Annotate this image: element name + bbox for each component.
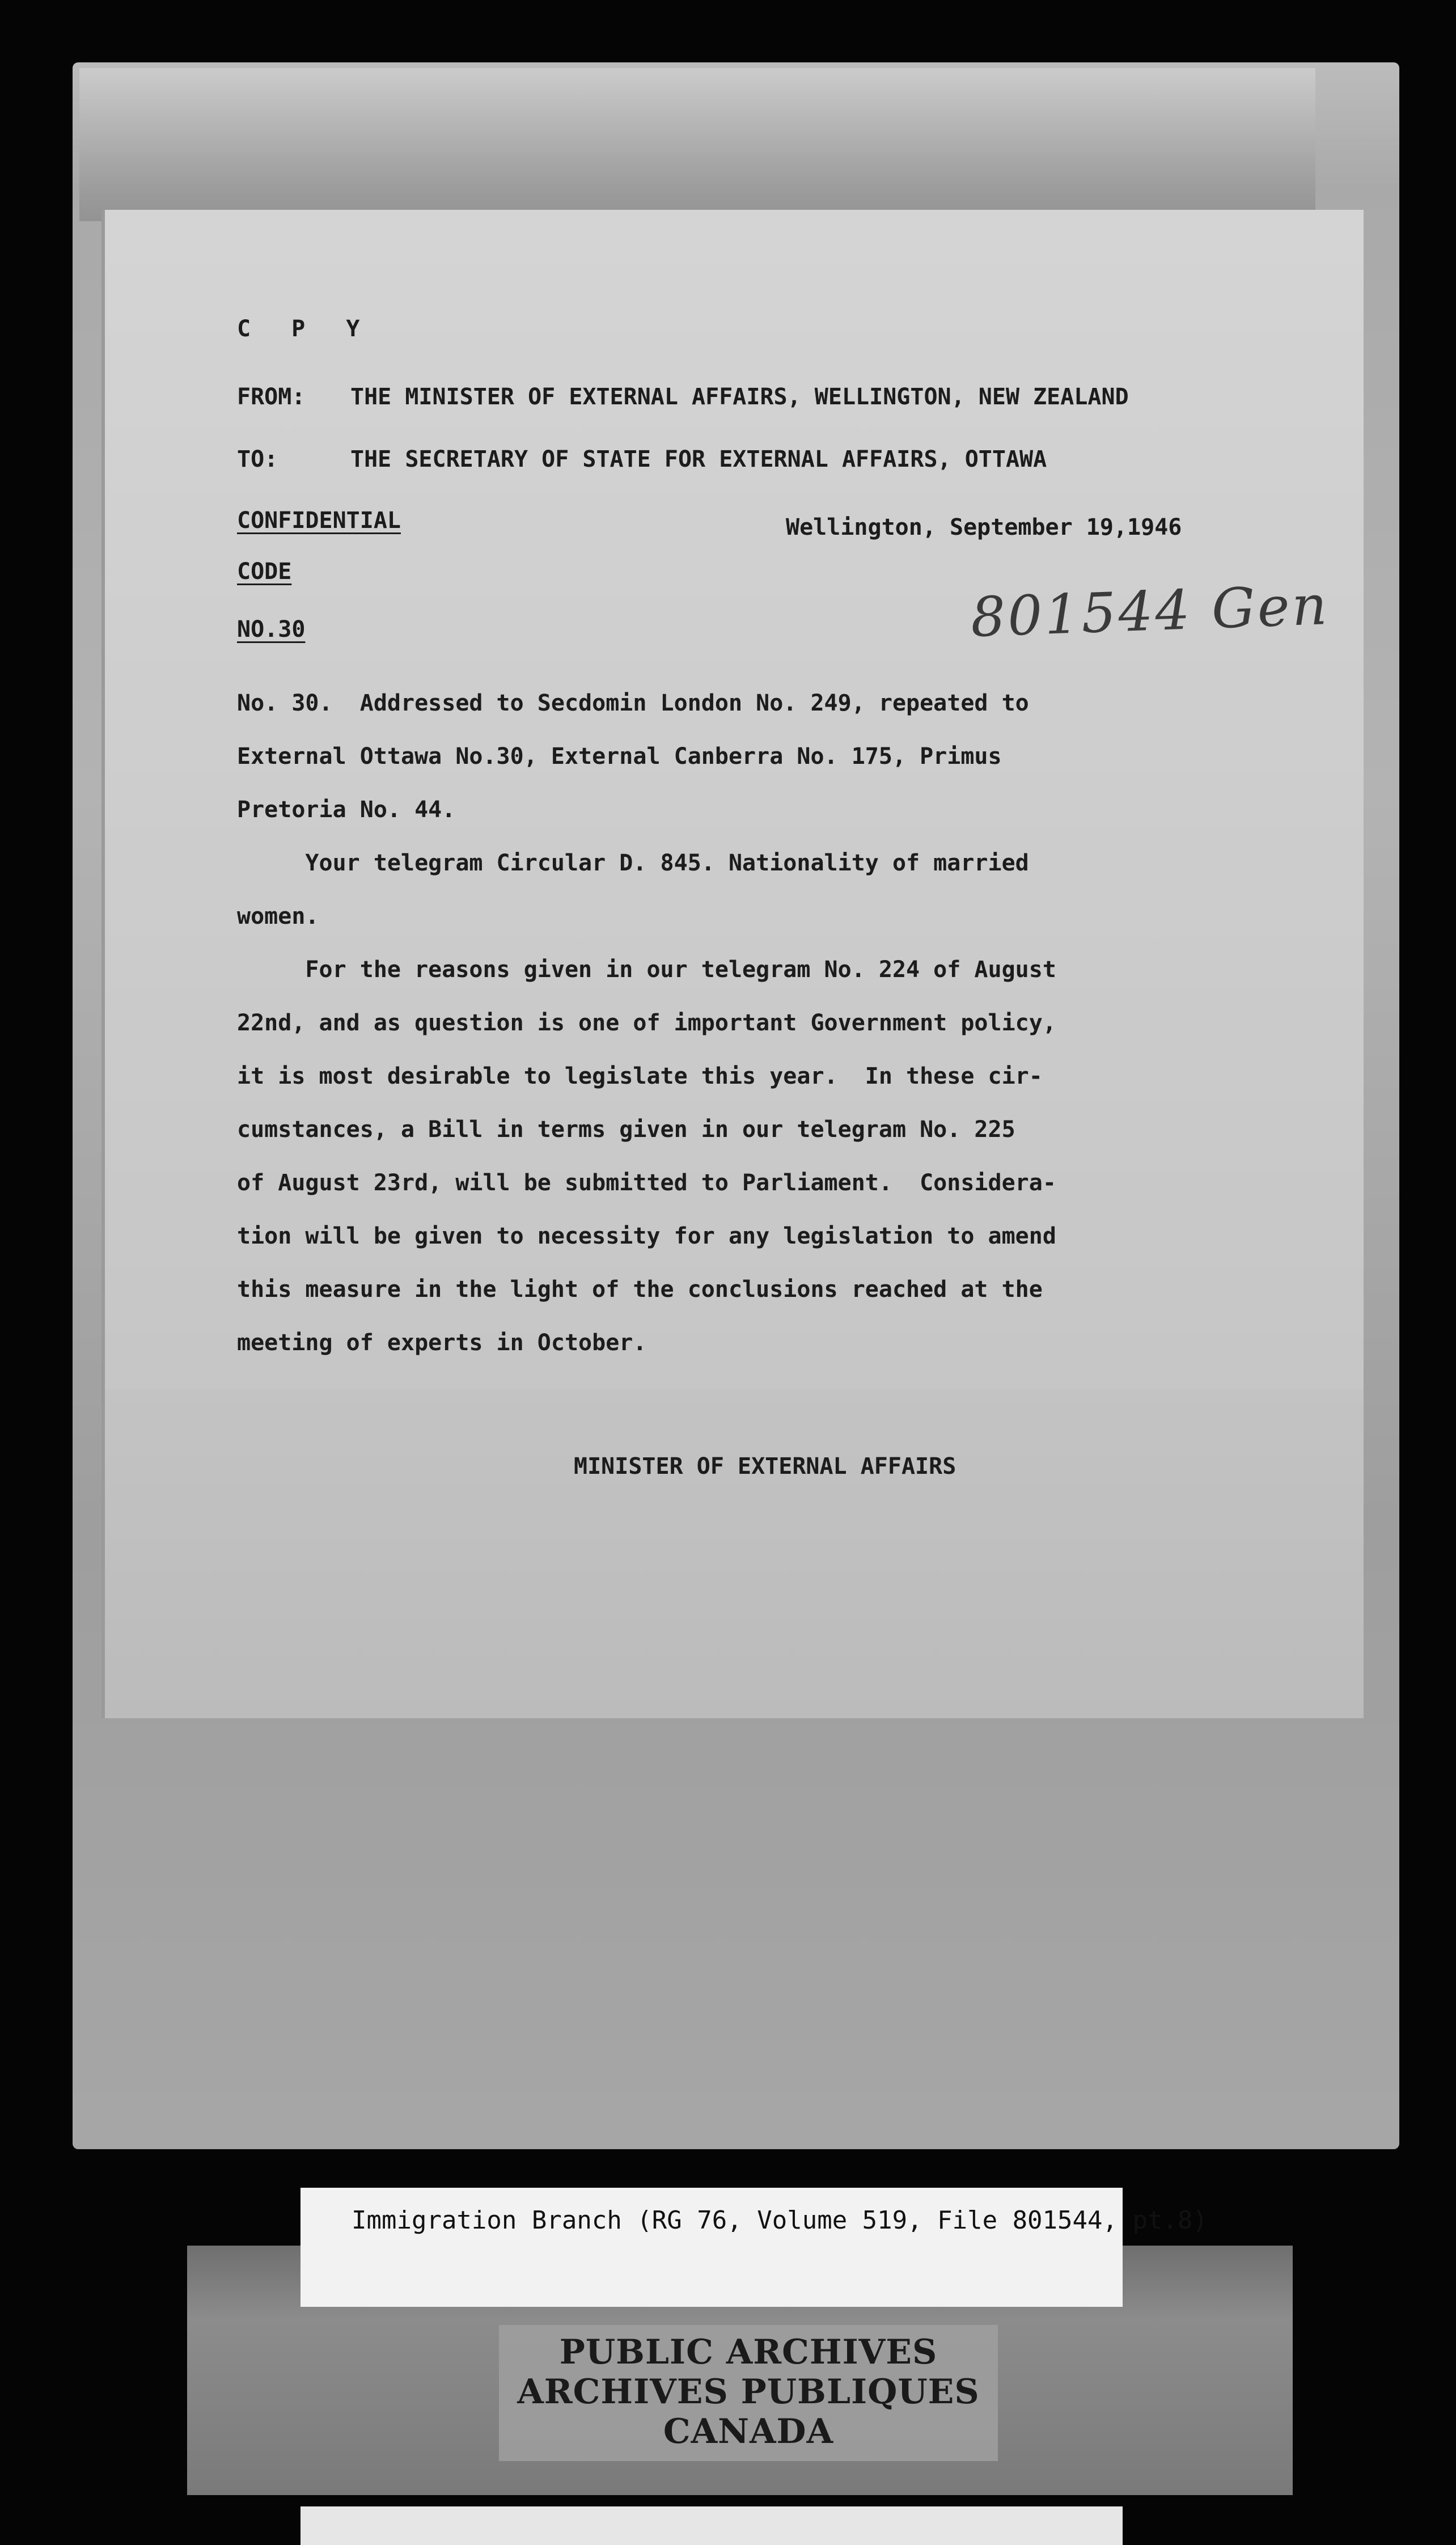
to-value: THE SECRETARY OF STATE FOR EXTERNAL AFFAIRS, OTTAWA <box>350 446 1047 472</box>
telegram-copy-sheet-lower <box>105 1389 1364 1718</box>
body-line: meeting of experts in October. <box>237 1330 647 1356</box>
copy-mark: C P Y <box>237 316 374 342</box>
archive-stamp-line: PUBLIC ARCHIVES <box>559 2332 938 2372</box>
body-line: it is most desirable to legislate this year. In these cir- <box>237 1063 1043 1089</box>
body-line: tion will be given to necessity for any legislation to amend <box>237 1223 1056 1249</box>
to-label: TO: <box>237 446 278 472</box>
classification: CONFIDENTIAL <box>237 508 401 534</box>
body-line: No. 30. Addressed to Secdomin London No. 249, repeated to <box>237 690 1029 716</box>
label-strip <box>300 2506 1123 2545</box>
body-line: Pretoria No. 44. <box>237 797 456 823</box>
handwritten-file-number: 801544 Gen <box>970 573 1331 649</box>
signature: MINISTER OF EXTERNAL AFFAIRS <box>574 1453 956 1479</box>
from-value: THE MINISTER OF EXTERNAL AFFAIRS, WELLINGTON, NEW ZEALAND <box>350 384 1129 410</box>
place-date: Wellington, September 19,1946 <box>786 514 1182 540</box>
body-line: of August 23rd, will be submitted to Parliament. Considera- <box>237 1170 1056 1196</box>
archive-reference: Immigration Branch (RG 76, Volume 519, File 801544, pt.8) <box>352 2206 1208 2235</box>
body-line: External Ottawa No.30, External Canberra No. 175, Primus <box>237 743 1002 770</box>
body-line: this measure in the light of the conclusions reached at the <box>237 1276 1043 1303</box>
archive-stamp-line: ARCHIVES PUBLIQUES <box>517 2372 980 2412</box>
body-line: women. <box>237 903 319 929</box>
cover-sheet-fold <box>79 68 1315 221</box>
archive-stamp-line: CANADA <box>663 2412 834 2451</box>
body-line: cumstances, a Bill in terms given in our telegram No. 225 <box>237 1117 1015 1143</box>
from-label: FROM: <box>237 384 306 410</box>
body-line: 22nd, and as question is one of important Government policy, <box>237 1010 1056 1036</box>
telegram-number: NO.30 <box>237 616 306 642</box>
body-line: For the reasons given in our telegram No. 224 of August <box>237 957 1056 983</box>
body-line: Your telegram Circular D. 845. Nationality of married <box>237 850 1029 876</box>
code-label: CODE <box>237 559 292 585</box>
